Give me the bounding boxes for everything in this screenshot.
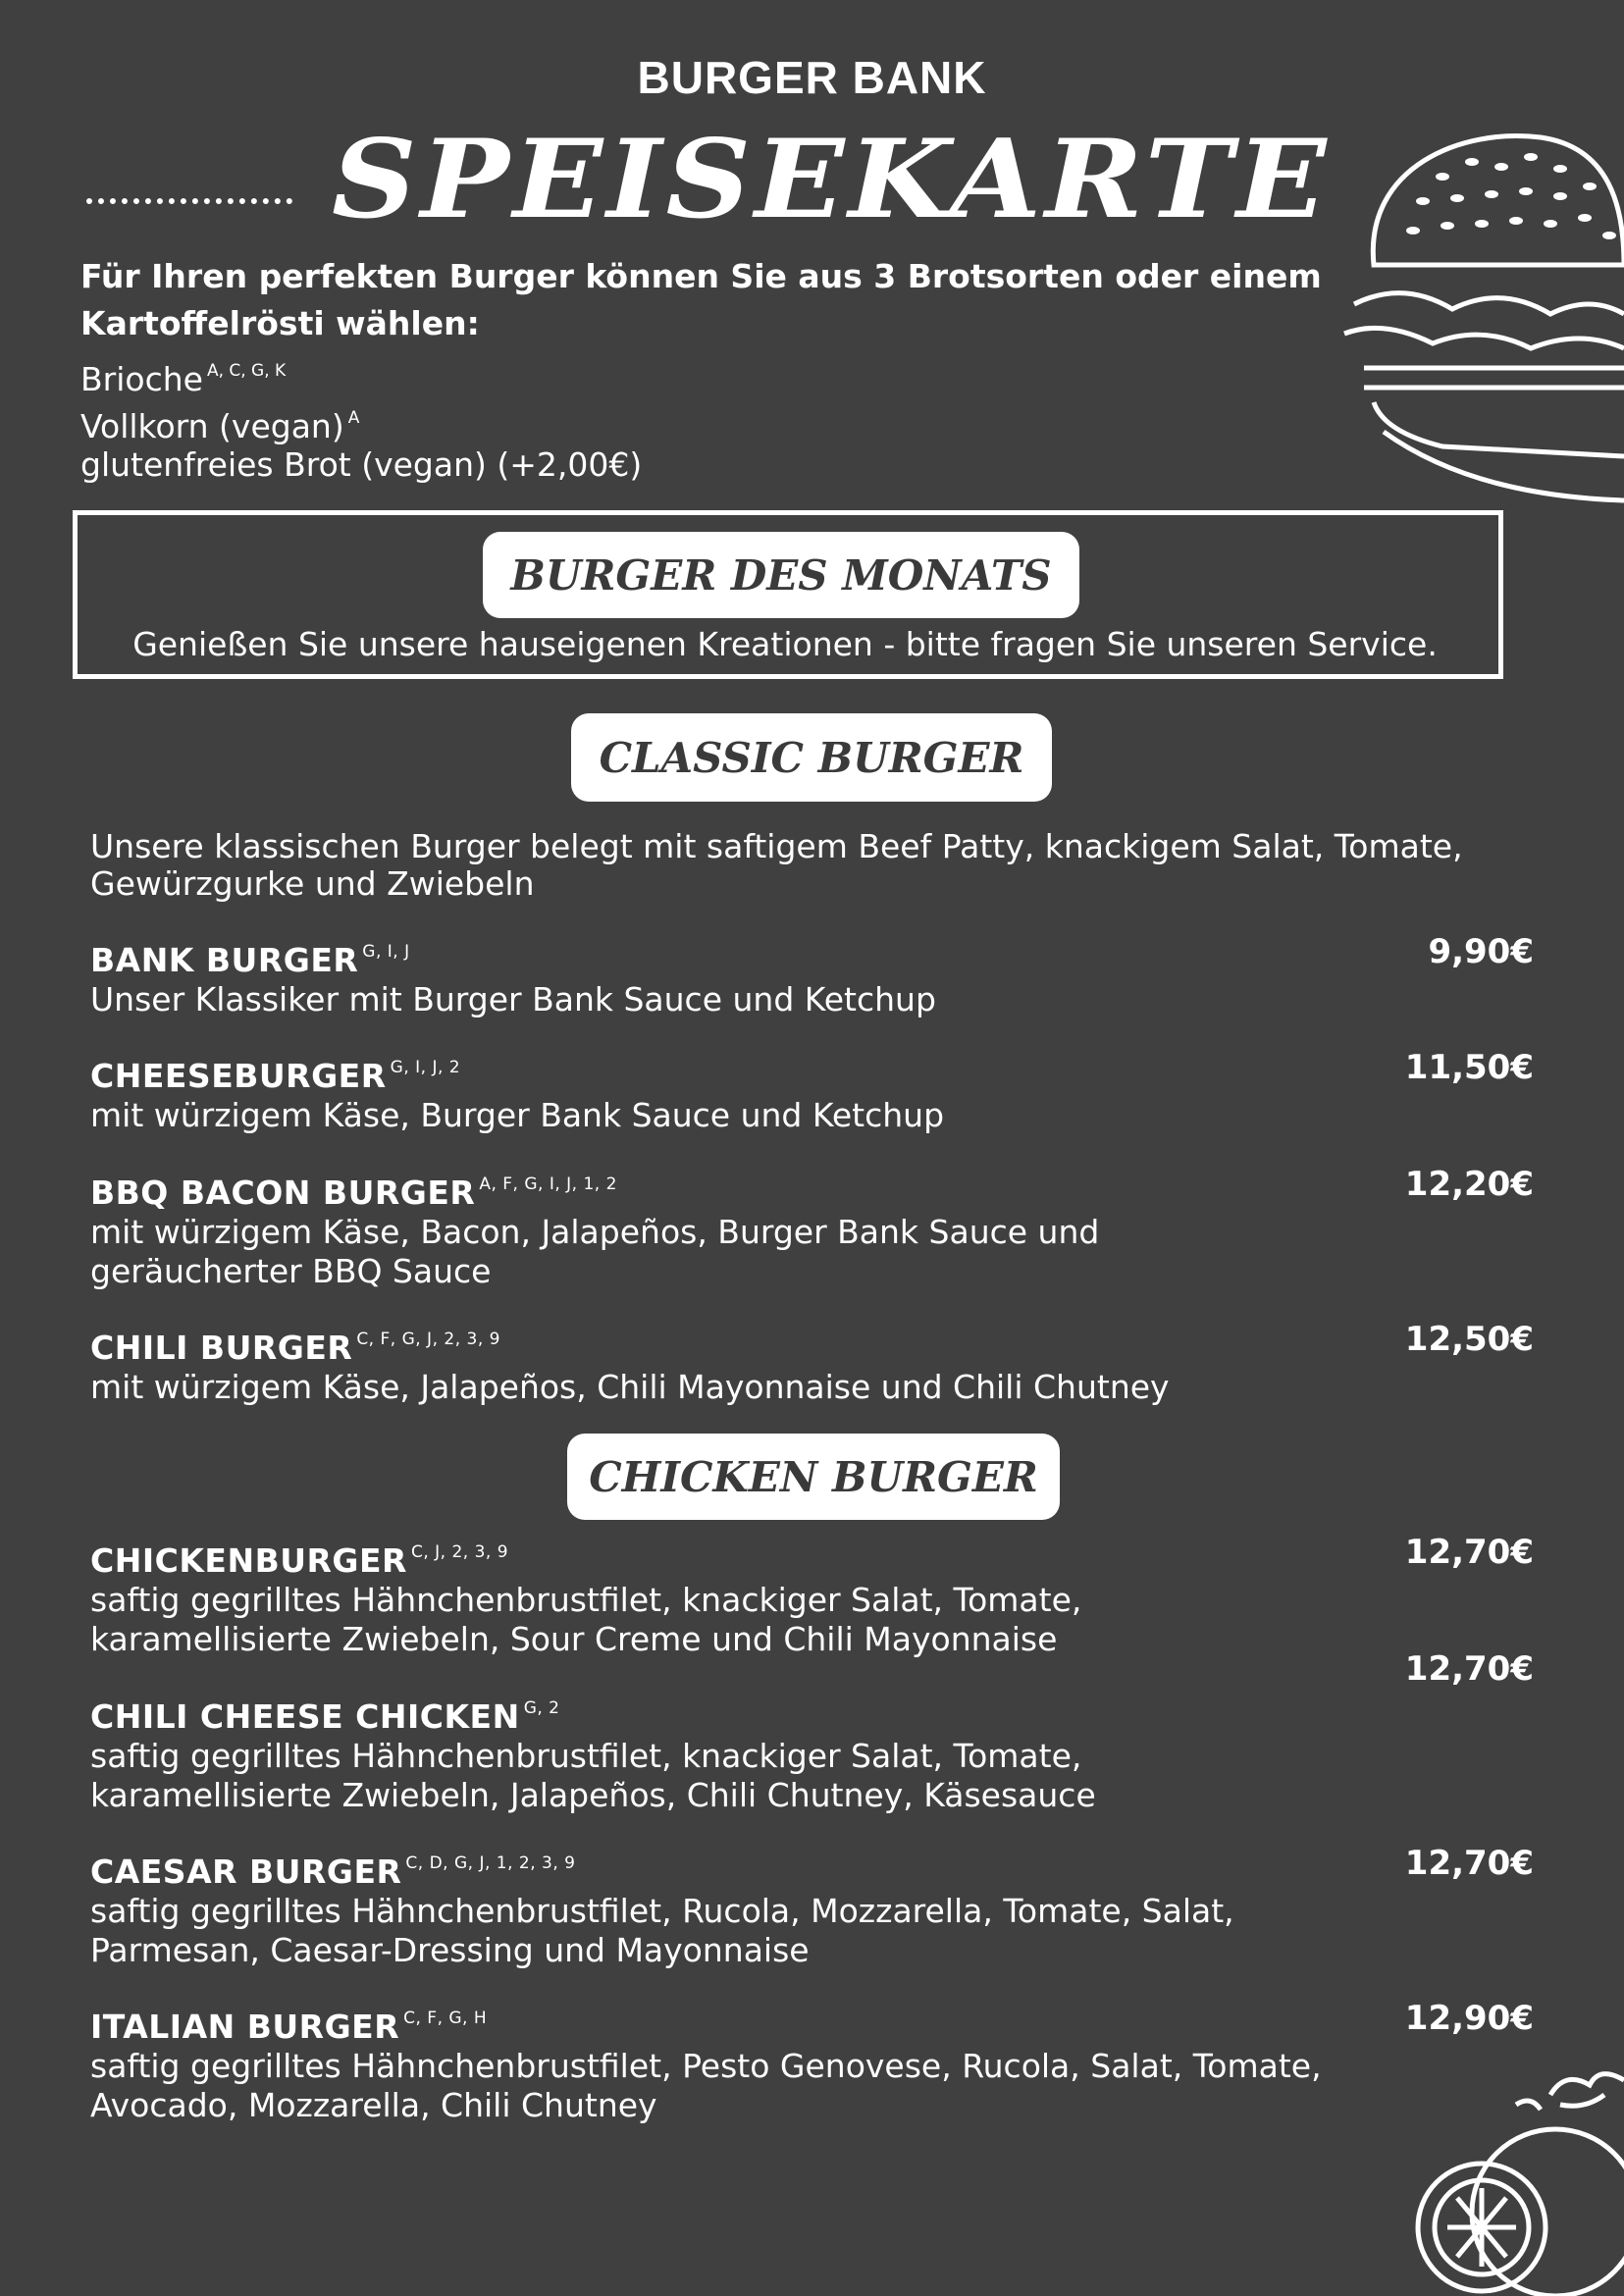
menu-item [90,1165,1533,1291]
allergen-codes: G, 2 [523,1698,560,1718]
allergen-codes: G, I, J [362,942,410,962]
chicken-burger-heading: CHICKEN BURGER [567,1434,1060,1520]
item-name: CHILI CHEESE CHICKEN [90,1697,520,1736]
item-name: CHILI BURGER [90,1329,353,1367]
item-price: 11,50€ [1404,1048,1534,1087]
burger-of-month-text: Genießen Sie unsere hauseigenen Kreationen - bitte fragen Sie unseren Service. [132,625,1438,663]
allergen-codes: A, C, G, K [206,361,287,381]
burger-of-month-heading: BURGER DES MONATS [483,532,1079,618]
menu-item [90,1844,1533,1970]
item-name: CHEESEBURGER [90,1057,387,1095]
item-description: saftig gegrilltes Hähnchenbrustfilet, Rucola, Mozzarella, Tomate, Salat, Parmesan, Caesar-Dressing und Mayonnaise [90,1892,1234,1969]
burger-illustration [1325,108,1624,510]
classic-burger-heading: CLASSIC BURGER [571,713,1052,802]
item-description: mit würzigem Käse, Jalapeños, Chili Mayonnaise und Chili Chutney [90,1368,1170,1406]
item-description: saftig gegrilltes Hähnchenbrustfilet, knackiger Salat, Tomate, karamellisierte Zwiebeln, Sour Creme und Chili Mayonnaise [90,1581,1082,1658]
intro-text: Für Ihren perfekten Burger können Sie aus 3 Brotsorten oder einem Kartoffelrösti wählen: [80,257,1322,342]
item-price: 9,90€ [1428,932,1534,971]
bread-option [80,442,642,489]
item-name-row [90,1533,1533,1581]
item-name-row [90,1320,1533,1368]
item-name: CHICKENBURGER [90,1541,407,1580]
allergen-codes: C, J, 2, 3, 9 [410,1542,509,1562]
item-price: 12,70€ [1404,1844,1534,1883]
menu-item [90,1689,1533,1815]
item-name-row [90,1689,1533,1737]
bread-name: glutenfreies Brot (vegan) (+2,00€) [80,445,643,484]
menu-item [90,1533,1533,1659]
item-name-row [90,1999,1533,2047]
menu-item [90,1048,1533,1135]
classic-intro: Unsere klassischen Burger belegt mit saftigem Beef Patty, knackigem Salat, Tomate, Gewürzgurke und Zwiebeln [90,827,1463,903]
item-description: saftig gegrilltes Hähnchenbrustfilet, Pesto Genovese, Rucola, Salat, Tomate, Avocado, Mozzarella, Chili Chutney [90,2047,1322,2124]
menu-item [90,1320,1533,1407]
page-title: SPEISEKARTE [332,115,1331,243]
bread-name: Vollkorn (vegan) [80,407,344,445]
item-price: 12,70€ [1404,1533,1534,1572]
item-price: 12,90€ [1404,1999,1534,2038]
allergen-codes: C, F, G, H [403,2009,488,2028]
item-name-row [90,1165,1533,1213]
item-name: BANK BURGER [90,941,359,979]
item-description: mit würzigem Käse, Burger Bank Sauce und Ketchup [90,1096,945,1134]
item-price: 12,20€ [1404,1165,1534,1204]
item-name: CAESAR BURGER [90,1852,402,1891]
item-description: Unser Klassiker mit Burger Bank Sauce und Ketchup [90,980,936,1018]
item-price: 12,50€ [1404,1320,1534,1359]
item-name-row [90,1048,1533,1096]
menu-item [90,932,1533,1019]
menu-item [90,1999,1533,2125]
item-name-row [90,1844,1533,1892]
item-description: saftig gegrilltes Hähnchenbrustfilet, knackiger Salat, Tomate, karamellisierte Zwiebeln, Jalapeños, Chili Chutney, Käsesauce [90,1737,1096,1814]
brand-name: BURGER BANK [637,52,987,103]
item-name: BBQ BACON BURGER [90,1174,476,1212]
dotted-divider [86,198,292,204]
allergen-codes: A [347,408,360,428]
tomato-illustration [1393,2065,1624,2296]
allergen-codes: C, F, G, J, 2, 3, 9 [356,1330,500,1349]
item-name-row [90,932,1533,980]
allergen-codes: A, F, G, I, J, 1, 2 [479,1174,617,1194]
item-description: mit würzigem Käse, Bacon, Jalapeños, Burger Bank Sauce und geräucherter BBQ Sauce [90,1213,1100,1290]
allergen-codes: G, I, J, 2 [390,1058,461,1077]
item-price: 12,70€ [1404,1649,1534,1689]
item-name: ITALIAN BURGER [90,2008,400,2046]
bread-name: Brioche [80,360,203,398]
allergen-codes: C, D, G, J, 1, 2, 3, 9 [405,1853,576,1873]
